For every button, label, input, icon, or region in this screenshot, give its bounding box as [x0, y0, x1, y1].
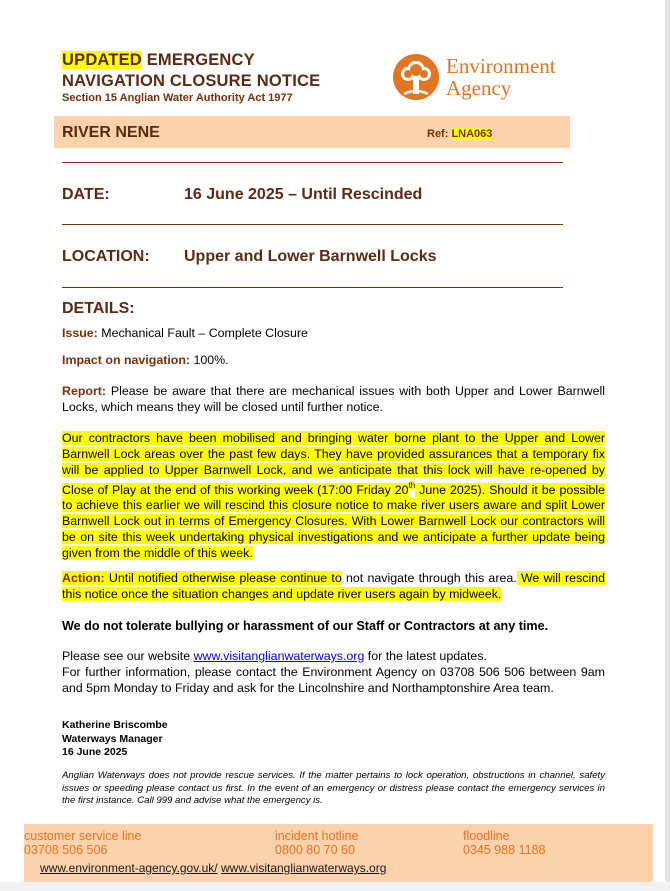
- footer-band: [24, 824, 653, 882]
- divider: [62, 287, 563, 288]
- contractors-text-b: June 2025). Should it be possible to achieve this earlier we will rescind this closure notice to make river users aware and split Lower Barnwell Lock out in terms of Emergency Closures. With Lower Barnwell Lock our contractors will be on site this week undertaking physical investigations and we anticipate a further update being given from the middle of this week.: [62, 482, 605, 560]
- notice-subtitle: Section 15 Anglian Water Authority Act 1977: [62, 92, 293, 104]
- customer-label: customer service line: [24, 829, 142, 843]
- location-value: Upper and Lower Barnwell Locks: [184, 248, 437, 265]
- footer-link-ea[interactable]: www.environment-agency.gov.uk/: [40, 861, 218, 875]
- report-text: Please be aware that there are mechanical issues with both Upper and Lower Barnwell Locks, which means they will be closed until further notice.: [62, 384, 605, 414]
- report-paragraph: [62, 384, 605, 416]
- river-name: RIVER NENE: [62, 124, 160, 141]
- contractors-paragraph: [62, 431, 605, 562]
- ref-value: LNA063: [451, 128, 493, 140]
- contractors-sup: th: [408, 481, 416, 491]
- website-pre: Please see our website: [62, 649, 194, 663]
- website-link[interactable]: www.visitanglianwaterways.org: [193, 649, 365, 663]
- website-post: for the latest updates.: [364, 649, 487, 663]
- page-bottom-edge: [0, 882, 670, 891]
- further-info: For further information, please contact the Environment Agency on 03708 506 506 between 9am and 5pm Monday to Friday and ask for the Lincolnshire and Northamptonshire Area team.: [62, 664, 605, 695]
- location-label: LOCATION:: [62, 248, 150, 265]
- flood-number: 0345 988 1188: [463, 843, 546, 857]
- report-label: Report:: [62, 384, 107, 398]
- contractors-text-a: Our contractors have been mobilised and bringing water borne plant to the Upper and Lower Barnwell Lock areas over the past few days. They have provided assurances that a temporary fix will be applied to Upper Barnwell Lock, and we anticipate that this lock will have re-opened by Close of Play at the end of this working week (17:00 Friday 20: [62, 431, 605, 497]
- incident-label: incident hotline: [275, 829, 359, 843]
- logo-line1: Environment: [446, 54, 556, 78]
- logo-wordmark: [446, 55, 556, 99]
- customer-service: [24, 829, 141, 857]
- title-line2: NAVIGATION CLOSURE NOTICE: [62, 72, 321, 90]
- action-text-a: Until notified otherwise please continue to: [104, 571, 342, 585]
- incident-hotline: [275, 829, 358, 857]
- incident-number: 0800 80 70 60: [275, 843, 355, 857]
- details-heading: DETAILS:: [62, 300, 135, 317]
- ref-label: Ref:: [427, 128, 449, 140]
- flood-label: floodline: [463, 829, 510, 843]
- floodline: [463, 829, 546, 857]
- issue-line: [62, 326, 605, 342]
- logo-line2: Agency: [446, 76, 512, 100]
- action-text-c: We will rescind this notice once the situation changes and update river users again by midweek.: [62, 571, 605, 601]
- impact-line: [62, 353, 605, 369]
- reference: [427, 128, 492, 140]
- action-paragraph: [62, 571, 605, 603]
- divider: [62, 224, 563, 225]
- signature-date: 16 June 2025: [62, 746, 128, 758]
- title-emergency: EMERGENCY: [141, 51, 255, 69]
- issue-value: Mechanical Fault – Complete Closure: [97, 326, 308, 340]
- impact-value: 100%.: [190, 353, 229, 367]
- signatory-name: Katherine Briscombe: [62, 719, 168, 731]
- footer-links: [40, 861, 386, 875]
- tree-logo-icon: [392, 52, 440, 102]
- river-band: [54, 116, 570, 148]
- bullying-statement: We do not tolerate bullying or harassment of our Staff or Contractors at any time.: [62, 619, 549, 633]
- action-label: Action:: [62, 571, 105, 585]
- contact-paragraph: [62, 649, 605, 696]
- date-value: 16 June 2025 – Until Rescinded: [184, 186, 423, 203]
- environment-agency-logo: [392, 52, 572, 104]
- impact-label: Impact on navigation:: [62, 353, 191, 367]
- signature-block: [62, 719, 168, 760]
- notice-title: [62, 50, 320, 92]
- title-updated-highlight: UPDATED: [62, 51, 142, 69]
- divider: [62, 162, 563, 163]
- date-label: DATE:: [62, 186, 110, 203]
- issue-label: Issue:: [62, 326, 98, 340]
- customer-number: 03708 506 506: [24, 843, 108, 857]
- page-edge: [665, 0, 670, 891]
- footer-link-awa[interactable]: www.visitanglianwaterways.org: [220, 861, 387, 875]
- action-text-b: not navigate through this area.: [341, 571, 517, 585]
- signatory-title: Waterways Manager: [62, 732, 163, 745]
- disclaimer: Anglian Waterways does not provide rescue services. If the matter pertains to lock operation, obstructions in channel, safety issues or speeding please contact us first. In the event of an emergency or distress please contact the emergency services in the first instance. Call 999 and advise what the emergency is.: [62, 770, 605, 807]
